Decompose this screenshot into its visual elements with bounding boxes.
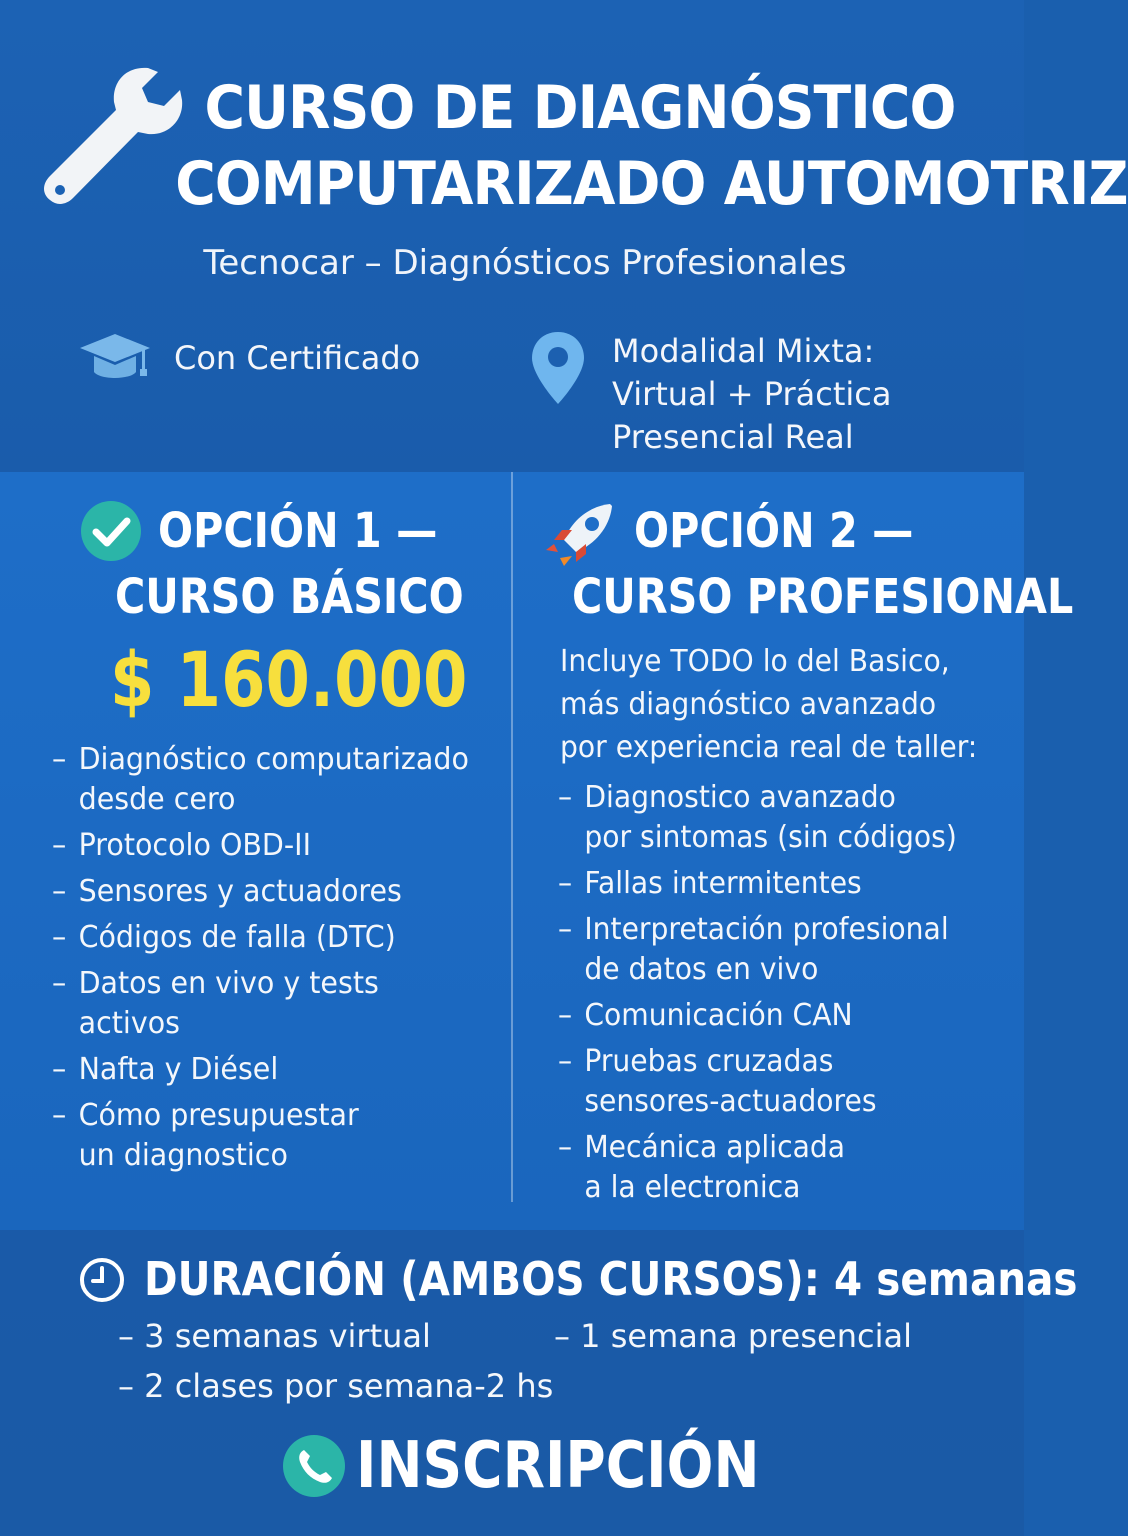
header-section (0, 0, 1128, 472)
list-item: – Sensores y actuadores (52, 872, 489, 912)
schedule-item: – 3 semanas virtual (118, 1314, 431, 1358)
intro-line-1: Incluye TODO lo del Basico, (560, 644, 950, 679)
page-title (175, 70, 1128, 222)
list-item: – Protocolo OBD-II (52, 826, 489, 866)
signup-button[interactable]: INSCRIPCIÓN (356, 1429, 760, 1503)
option2-list (558, 778, 1018, 1214)
location-pin-icon (528, 330, 588, 406)
list-item: – Datos en vivo y tests activos (52, 964, 489, 1044)
option1-subheading: CURSO BÁSICO (115, 569, 464, 625)
schedule-item: – 2 clases por semana-2 hs (118, 1364, 553, 1408)
wrench-icon (30, 60, 190, 210)
list-item: – Cómo presupuestar un diagnostico (52, 1096, 489, 1176)
list-item: – Pruebas cruzadas sensores-actuadores (558, 1042, 990, 1122)
title-line-2: COMPUTARIZADO AUTOMOTRIZ (175, 149, 1128, 219)
option2-subheading: CURSO PROFESIONAL (572, 569, 1074, 625)
list-item: – Mecánica aplicada a la electronica (558, 1128, 990, 1208)
duration-heading: DURACIÓN (AMBOS CURSOS): 4 semanas (144, 1252, 1078, 1306)
phone-icon[interactable] (282, 1434, 346, 1498)
list-item: – Fallas intermitentes (558, 864, 990, 904)
schedule-item: – 1 semana presencial (554, 1314, 912, 1358)
list-item: – Códigos de falla (DTC) (52, 918, 489, 958)
option1-price: $ 160.000 (110, 635, 468, 724)
list-item: – Comunicación CAN (558, 996, 990, 1036)
options-section (0, 472, 1074, 1230)
certificate-feature (78, 330, 420, 386)
list-item: – Diagnostico avanzado por sintomas (sin códigos) (558, 778, 990, 858)
footer-section (0, 1230, 1078, 1536)
rocket-icon (542, 500, 618, 570)
list-item: – Diagnóstico computarizado desde cero (52, 740, 489, 820)
intro-line-3: por experiencia real de taller: (560, 730, 978, 765)
list-item: – Interpretación profesional de datos en vivo (558, 910, 990, 990)
graduation-cap-icon (78, 332, 152, 384)
option2-heading: OPCIÓN 2 — (634, 503, 914, 559)
subtitle: Tecnocar – Diagnósticos Profesionales (203, 243, 847, 283)
option1-heading: OPCIÓN 1 — (158, 503, 438, 559)
clock-icon (78, 1256, 126, 1304)
certificate-label: Con Certificado (174, 339, 421, 377)
option2-intro (560, 640, 1002, 769)
title-line-1: CURSO DE DIAGNÓSTICO (204, 73, 956, 143)
check-icon (80, 500, 142, 562)
modality-feature (612, 330, 891, 459)
modality-line-1: Modalidal Mixta: (612, 332, 875, 370)
modality-line-2: Virtual + Práctica (612, 375, 892, 413)
list-item: – Nafta y Diésel (52, 1050, 489, 1090)
modality-line-3: Presencial Real (612, 418, 854, 456)
intro-line-2: más diagnóstico avanzado (560, 687, 937, 722)
option1-list (52, 740, 512, 1182)
